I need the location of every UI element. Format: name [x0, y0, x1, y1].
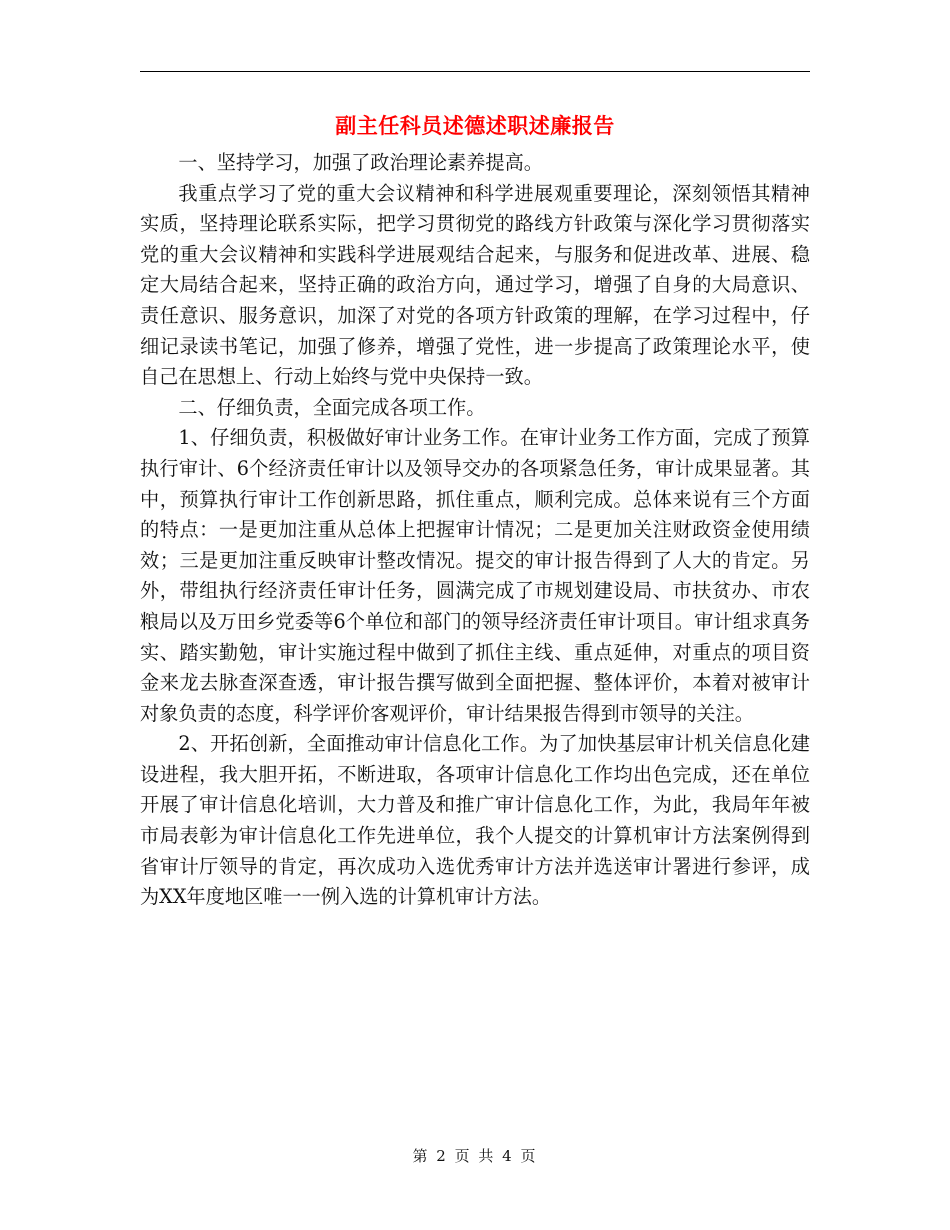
header-rule [140, 71, 810, 72]
body-paragraph: 1、仔细负责，积极做好审计业务工作。在审计业务工作方面，完成了预算执行审计、6个经济责任审计以及领导交办的各项紧急任务，审计成果显著。其中，预算执行审计工作创新思路，抓住重点，顺利完成。总体来说有三个方面的特点：一是更加注重从总体上把握审计情况；二是更加关注财政资金使用绩效；三是更加注重反映审计整改情况。提交的审计报告得到了人大的肯定。另外，带组执行经济责任审计任务，圆满完成了市规划建设局、市扶贫办、市农粮局以及万田乡党委等6个单位和部门的领导经济责任审计项目。审计组求真务实、踏实勤勉，审计实施过程中做到了抓住主线、重点延伸，对重点的项目资金来龙去脉查深查透，审计报告撰写做到全面把握、整体评价，本着对被审计对象负责的态度，科学评价客观评价，审计结果报告得到市领导的关注。 [140, 426, 810, 725]
body-paragraph: 2、开拓创新，全面推动审计信息化工作。为了加快基层审计机关信息化建设进程，我大胆开拓，不断进取，各项审计信息化工作均出色完成，还在单位开展了审计信息化培训，大力普及和推广审计信息化工作，为此，我局年年被市局表彰为审计信息化工作先进单位，我个人提交的计算机审计方法案例得到省审计厅领导的肯定，再次成功入选优秀审计方法并选送审计署进行参评，成为XX年度地区唯一一例入选的计算机审计方法。 [140, 732, 810, 909]
document-title: 副主任科员述德述职述廉报告 [335, 113, 615, 138]
document-body [140, 148, 810, 913]
section-heading-2: 二、仔细负责，全面完成各项工作。 [178, 395, 486, 419]
body-paragraph: 我重点学习了党的重大会议精神和科学进展观重要理论，深刻领悟其精神实质，坚持理论联系实际，把学习贯彻党的路线方针政策与深化学习贯彻落实党的重大会议精神和实践科学进展观结合起来，与服务和促进改革、进展、稳定大局结合起来，坚持正确的政治方向，通过学习，增强了自身的大局意识、责任意识、服务意识，加深了对党的各项方针政策的理解，在学习过程中，仔细记录读书笔记，加强了修养，增强了党性，进一步提高了政策理论水平，使自己在思想上、行动上始终与党中央保持一致。 [140, 181, 810, 389]
section-heading-1: 一、坚持学习，加强了政治理论素养提高。 [178, 151, 543, 174]
page-number: 第 2 页 共 4 页 [412, 1147, 538, 1165]
